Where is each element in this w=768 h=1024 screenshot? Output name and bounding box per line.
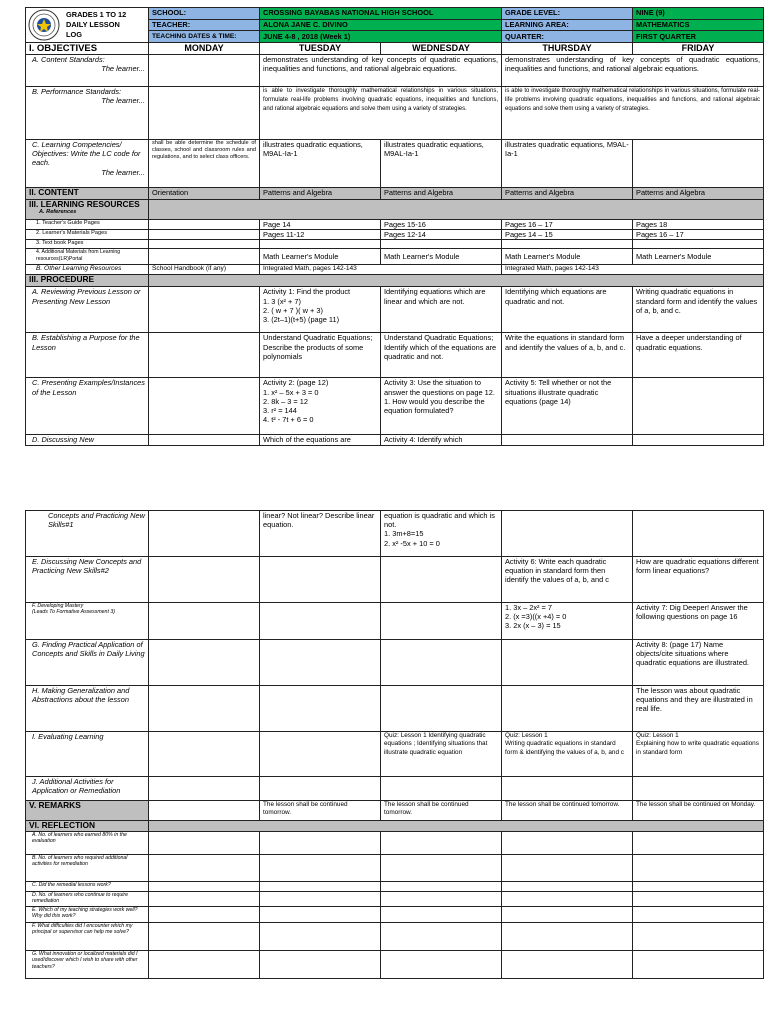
quarter-value: FIRST QUARTER [633,31,764,43]
proc-c-wed: Activity 3: Use the situation to answer the questions on page 12. 1. How would you describe the equation formulated? [381,378,502,435]
proc-d2-thu [502,511,633,557]
proc-c-mon [149,378,260,435]
other-resources-thu-fri: Integrated Math, pages 142-143 [502,265,764,275]
reflection-a-fri [633,832,764,855]
tg-pages-tue: Page 14 [260,220,381,230]
content-tue: Patterns and Algebra [260,188,381,200]
additional-materials-mon [149,249,260,265]
proc-i-label: I. Evaluating Learning [26,732,149,777]
proc-h-tue [260,686,381,732]
reflection-b-wed [381,855,502,882]
reflection-heading-fill [149,821,764,832]
proc-d-tue: Which of the equations are [260,435,381,445]
proc-i-fri: Quiz: Lesson 1 Explaining how to write quadratic equations in standard form [633,732,764,777]
tg-pages-wed: Pages 15-16 [381,220,502,230]
textbook-pages-thu [502,240,633,249]
content-standards-label [26,55,149,87]
content-mon: Orientation [149,188,260,200]
proc-j-mon [149,777,260,801]
quarter-label: QUARTER: [502,31,633,43]
competencies-title: C. Learning Competencies/ Objectives: Write the LC code for each. [32,140,141,168]
resources-heading: III. LEARNING RESOURCES [29,199,140,209]
proc-b-thu: Write the equations in standard form and identify the values of a, b, and c. [502,333,633,378]
lm-pages-mon [149,230,260,240]
lm-pages-thu: Pages 14 – 15 [502,230,633,240]
grade-level-label: GRADE LEVEL: [502,8,633,20]
resources-heading-fill [149,200,764,220]
lm-pages-label: 2. Learner's Materials Pages [26,230,149,240]
proc-i-tue [260,732,381,777]
page-two [25,510,763,979]
header-title-line-1: GRADES 1 TO 12 [66,10,127,19]
tg-pages-thu: Pages 16 – 17 [502,220,633,230]
reflection-f-label: F. What difficulties did I encounter which my principal or supervisor can help me solve? [26,923,149,951]
reflection-a-wed [381,832,502,855]
proc-f-thu: 1. 3x – 2x² = 7 2. (x =3)((x +4) = 0 3. 2x (x – 3) = 15 [502,603,633,640]
day-monday: MONDAY [149,43,260,55]
dates-value: JUNE 4-8 , 2018 (Week 1) [260,31,502,43]
textbook-pages-mon [149,240,260,249]
references-label: A. References [39,209,77,216]
dll-table-page2 [25,510,764,979]
lm-pages-tue: Pages 11-12 [260,230,381,240]
reflection-f-wed [381,923,502,951]
textbook-pages-label: 3. Text book Pages [26,240,149,249]
reflection-g-thu [502,951,633,979]
proc-f-tue [260,603,381,640]
proc-e-mon [149,557,260,603]
day-friday: FRIDAY [633,43,764,55]
proc-i-thu: Quiz: Lesson 1 Writing quadratic equations in standard form & identifying the values of a, b, and c [502,732,633,777]
proc-g-wed [381,640,502,686]
additional-materials-tue: Math Learner's Module [260,249,381,265]
proc-d2-label: Concepts and Practicing New Skills#1 [26,511,149,557]
proc-b-mon [149,333,260,378]
proc-c-fri [633,378,764,435]
other-resources-mon: School Handbook (if any) [149,265,260,275]
performance-standards-tue-wed: is able to investigate thoroughly mathematical relationships in various situations, formulate real-life problems involving quadratic equations, inequalities and functions, and rational algebraic equations and solve them using a variety of strategies. [260,87,502,140]
proc-f-fri: Activity 7: Dig Deeper! Answer the following questions on page 16 [633,603,764,640]
textbook-pages-tue [260,240,381,249]
content-heading: II. CONTENT [26,188,149,200]
reflection-a-label: A. No. of learners who earned 80% in the evaluation [26,832,149,855]
reflection-g-fri [633,951,764,979]
content-fri: Patterns and Algebra [633,188,764,200]
lm-pages-wed: Pages 12-14 [381,230,502,240]
reflection-b-mon [149,855,260,882]
proc-f-label: F. Developing Mastery [32,603,84,609]
proc-d2-mon [149,511,260,557]
proc-j-tue [260,777,381,801]
proc-d2-tue: linear? Not linear? Describe linear equation. [260,511,381,557]
reflection-c-label: C. Did the remedial lessons work? [26,882,149,892]
proc-e-fri: How are quadratic equations different form linear equations? [633,557,764,603]
procedure-heading-fill [149,275,764,287]
header-title-line-3: LOG [66,30,83,39]
reflection-b-thu [502,855,633,882]
proc-a-tue: Activity 1: Find the product 1. 3 (x² + 7) 2. ( w + 7 )( w + 3) 3. (2t–1)(t+5) (page 11) [260,287,381,333]
proc-f-wed [381,603,502,640]
teacher-label: TEACHER: [149,19,260,31]
content-standards-thu-fri: demonstrates understanding of key concepts of quadratic equations, inequalities and functions, and rational algebraic equations. [502,55,764,87]
content-standards-tue-wed: demonstrates understanding of key concepts of quadratic equations, inequalities and functions, and rational algebraic equations. [260,55,502,87]
reflection-e-wed [381,907,502,923]
proc-j-thu [502,777,633,801]
proc-d-mon [149,435,260,445]
content-wed: Patterns and Algebra [381,188,502,200]
proc-f-sub: (Leads To Formative Assessment 3) [32,609,115,616]
day-tuesday: TUESDAY [260,43,381,55]
reflection-c-mon [149,882,260,892]
proc-a-mon [149,287,260,333]
competencies-thu: illustrates quadratic equations, M9AL-Ia-1 [502,140,633,188]
reflection-d-fri [633,892,764,907]
content-standards-mon [149,55,260,87]
reflection-heading: VI. REFLECTION [26,821,149,832]
competencies-tue: illustrates quadratic equations, M9AL-Ia-1 [260,140,381,188]
proc-h-label: H. Making Generalization and Abstractions about the lesson [26,686,149,732]
other-resources-tue-wed: Integrated Math, pages 142-143 [260,265,502,275]
proc-b-fri: Have a deeper understanding of quadratic equations. [633,333,764,378]
header-logo-title [26,8,149,43]
teacher-value: ALONA JANE C. DIVINO [260,19,502,31]
reflection-g-label: G. What innovation or localized materials did I used/discover which I wish to share with other teachers? [26,951,149,979]
procedure-heading: III. PROCEDURE [26,275,149,287]
performance-standards-mon [149,87,260,140]
remarks-mon [149,801,260,821]
additional-materials-wed: Math Learner's Module [381,249,502,265]
performance-standards-sub: The learner... [101,96,145,106]
reflection-e-thu [502,907,633,923]
proc-f-mon [149,603,260,640]
day-wednesday: WEDNESDAY [381,43,502,55]
proc-a-wed: Identifying equations which are linear and which are not. [381,287,502,333]
reflection-f-thu [502,923,633,951]
remarks-tue: The lesson shall be continued tomorrow. [260,801,381,821]
proc-a-thu: Identifying which equations are quadratic and not. [502,287,633,333]
reflection-g-mon [149,951,260,979]
remarks-wed: The lesson shall be continued tomorrow. [381,801,502,821]
proc-h-wed [381,686,502,732]
proc-d-wed: Activity 4: Identify which [381,435,502,445]
reflection-e-label: E. Which of my teaching strategies work well? Why did this work? [26,907,149,923]
proc-h-mon [149,686,260,732]
proc-i-mon [149,732,260,777]
proc-d-thu [502,435,633,445]
reflection-b-tue [260,855,381,882]
proc-g-mon [149,640,260,686]
reflection-b-fri [633,855,764,882]
tg-pages-fri: Pages 18 [633,220,764,230]
content-standards-sub: The learner... [101,64,145,74]
proc-b-label: B. Establishing a Purpose for the Lesson [26,333,149,378]
dll-table-page1 [25,7,764,446]
school-label: SCHOOL: [149,8,260,20]
textbook-pages-fri [633,240,764,249]
objectives-heading: I. OBJECTIVES [26,43,149,55]
learning-area-value: MATHEMATICS [633,19,764,31]
proc-d-fri [633,435,764,445]
proc-e-wed [381,557,502,603]
performance-standards-label [26,87,149,140]
proc-g-tue [260,640,381,686]
proc-f-label-cell [26,603,149,640]
competencies-sub: The learner... [101,167,145,177]
proc-j-fri [633,777,764,801]
proc-g-fri: Activity 8: (page 17) Name objects/cite situations where quadratic equations are illustrated. [633,640,764,686]
reflection-c-thu [502,882,633,892]
reflection-d-thu [502,892,633,907]
proc-i-wed: Quiz: Lesson 1 Identifying quadratic equations ; Identifying situations that illustrate quadratic equation [381,732,502,777]
header-title-line-2: DAILY LESSON [66,20,120,29]
additional-materials-thu: Math Learner's Module [502,249,633,265]
competencies-fri [633,140,764,188]
competencies-wed: illustrates quadratic equations, M9AL-Ia-1 [381,140,502,188]
reflection-a-thu [502,832,633,855]
day-thursday: THURSDAY [502,43,633,55]
resources-heading-cell [26,200,149,220]
proc-a-fri: Writing quadratic equations in standard form and identify the values of a, b, and c. [633,287,764,333]
reflection-g-tue [260,951,381,979]
reflection-e-tue [260,907,381,923]
additional-materials-label: 4. Additional Materials from Learning resources(LR)Portal [26,249,149,265]
proc-h-thu [502,686,633,732]
reflection-c-wed [381,882,502,892]
proc-g-thu [502,640,633,686]
reflection-f-tue [260,923,381,951]
deped-seal-icon [28,9,60,41]
proc-c-label: C. Presenting Examples/Instances of the Lesson [26,378,149,435]
reflection-a-tue [260,832,381,855]
proc-d2-wed: equation is quadratic and which is not. 1. 3m+8=15 2. x² -5x + 10 = 0 [381,511,502,557]
remarks-thu: The lesson shall be continued tomorrow. [502,801,633,821]
tg-pages-mon [149,220,260,230]
content-thu: Patterns and Algebra [502,188,633,200]
reflection-c-fri [633,882,764,892]
performance-standards-thu-fri: is able to investigate thoroughly mathematical relationships in various situations, formulate real-life problems involving quadratic equations, inequalities and functions, and rational algebraic equations and solve them using a variety of strategies. [502,87,764,140]
reflection-e-mon [149,907,260,923]
proc-e-tue [260,557,381,603]
reflection-f-fri [633,923,764,951]
reflection-d-wed [381,892,502,907]
performance-standards-title: B. Performance Standards: [32,87,122,96]
reflection-b-label: B. No. of learners who required additional activities for remediation [26,855,149,882]
tg-pages-label: 1. Teacher's Guide Pages [26,220,149,230]
competencies-label [26,140,149,188]
grade-level-value: NINE (9) [633,8,764,20]
reflection-g-wed [381,951,502,979]
content-standards-title: A. Content Standards: [32,55,105,64]
other-resources-label: B. Other Learning Resources [26,265,149,275]
reflection-e-fri [633,907,764,923]
proc-g-label: G. Finding Practical Application of Concepts and Skills in Daily Living [26,640,149,686]
proc-b-wed: Understand Quadratic Equations; Identify which of the equations are quadratic and not. [381,333,502,378]
dates-label: TEACHING DATES & TIME: [149,31,260,43]
additional-materials-fri: Math Learner's Module [633,249,764,265]
lm-pages-fri: Pages 16 – 17 [633,230,764,240]
proc-c-tue: Activity 2: (page 12) 1. x² – 5x + 3 = 0 2. 8k – 3 = 12 3. r² = 144 4. t² - 7t + 6 = 0 [260,378,381,435]
reflection-a-mon [149,832,260,855]
proc-j-label: J. Additional Activities for Application or Remediation [26,777,149,801]
reflection-d-mon [149,892,260,907]
proc-j-wed [381,777,502,801]
page-one [25,7,763,446]
proc-e-label: E. Discussing New Concepts and Practicing New Skills#2 [26,557,149,603]
remarks-heading: V. REMARKS [26,801,149,821]
school-value: CROSSING BAYABAS NATIONAL HIGH SCHOOL [260,8,502,20]
proc-h-fri: The lesson was about quadratic equations and they are illustrated in real life. [633,686,764,732]
reflection-f-mon [149,923,260,951]
reflection-c-tue [260,882,381,892]
proc-d-label: D. Discussing New [26,435,149,445]
reflection-d-tue [260,892,381,907]
proc-a-label: A. Reviewing Previous Lesson or Presenting New Lesson [26,287,149,333]
reflection-d-label: D. No. of learners who continue to require remediation [26,892,149,907]
textbook-pages-wed [381,240,502,249]
proc-e-thu: Activity 6: Write each quadratic equation in standard form then identify the values of a, b, and c [502,557,633,603]
learning-area-label: LEARNING AREA: [502,19,633,31]
proc-c-thu: Activity 5: Tell whether or not the situations illustrate quadratic equations (page 14) [502,378,633,435]
competencies-mon: shall be able determine the schedule of classes, school and classroom rules and regulations, and to select class officers. [149,140,260,188]
remarks-fri: The lesson shall be continued on Monday. [633,801,764,821]
proc-b-tue: Understand Quadratic Equations; Describe the products of some polynomials [260,333,381,378]
proc-d2-fri [633,511,764,557]
